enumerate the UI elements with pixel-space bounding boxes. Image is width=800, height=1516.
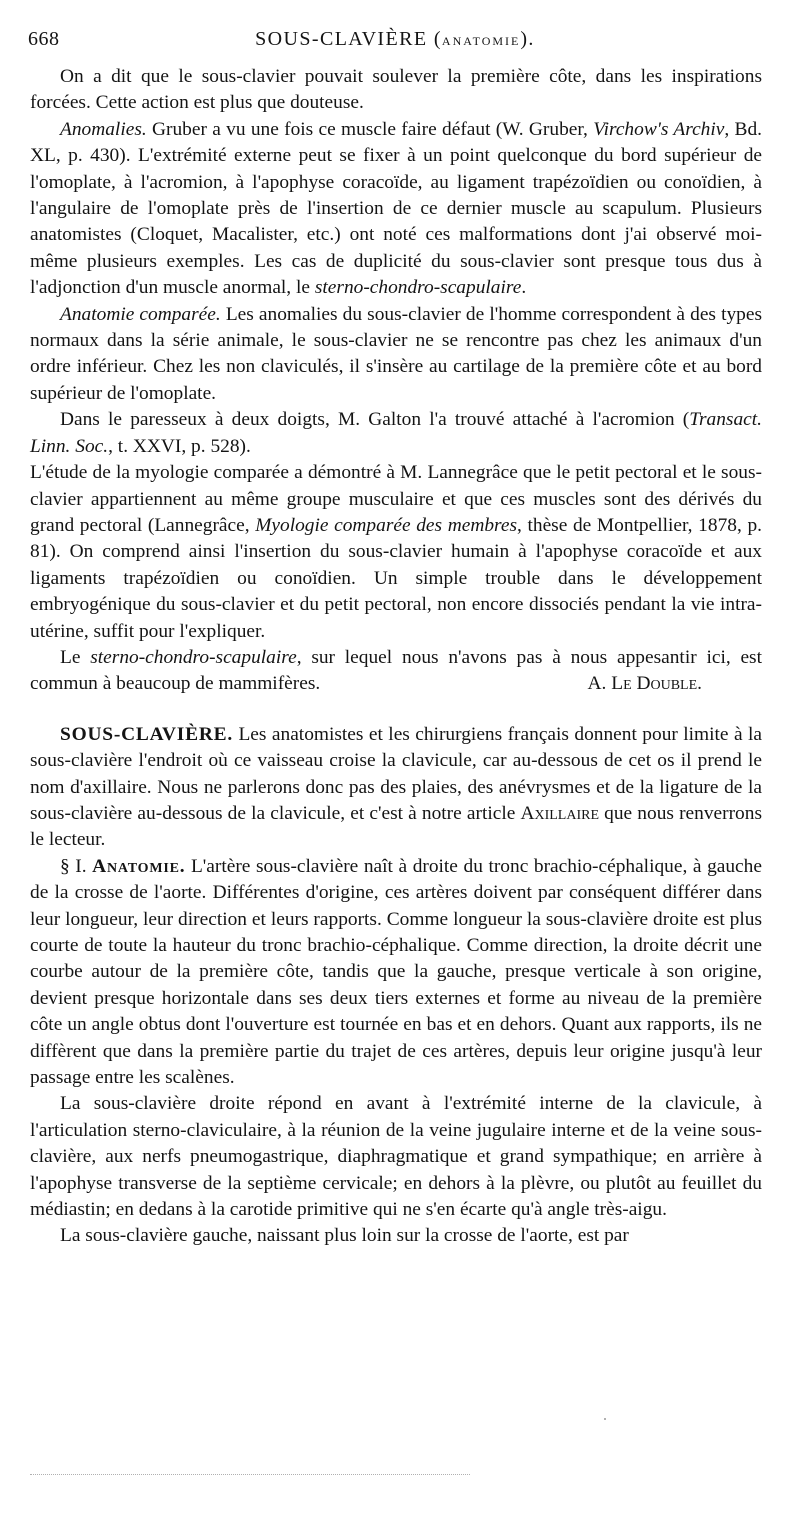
muscle-paragraph-sloth: Dans le paresseux à deux doigts, M. Galton l'a trouvé attaché à l'acromion (Transact. Linn. Soc., t. XXVI, p. 528). (30, 409, 762, 457)
print-speck (604, 1418, 606, 1420)
running-title-close: ). (520, 28, 535, 50)
article-title: SOUS-CLAVIÈRE. (60, 723, 234, 745)
muscle-paragraph-myology: L'étude de la myologie comparée a démontré à M. Lannegrâce que le petit pectoral et le sous-clavier appartiennent au même groupe musculaire et que ces muscles sont des dérivés du grand pectoral (Lannegrâce, Myologie comparée des membres, thèse de Montpellier, 1878, p. 81). On comprend ainsi l'insertion du sous-clavier humain à l'apophyse coracoïde et aux ligaments trapézoïdien ou conoïdien. Un simple trouble dans le développement embryogénique du sous-clavier et du petit pectoral, non encore dissociés pendant la vie intra-utérine, suffit pour l'expliquer. (30, 462, 762, 642)
artery-anatomy-paragraph: § I. Anatomie. L'artère sous-clavière naît à droite du tronc brachio-céphalique, à gauche de la crosse de l'aorte. Différentes d'origine, ces artères doivent par conséquent différer dans leur longueur, leur direction et leurs rapports. Comme longueur la sous-clavière droite est plus courte de toute la hauteur du tronc brachio-céphalique. Comme direction, la droite décrit une courbe autour de la première côte, tandis que la gauche, presque verticale à son origine, devient presque horizontale dans ses deux tiers externes et forme au niveau de la première côte un angle obtus dont l'ouverture est tournée en bas et en dehors. Quant aux rapports, ils ne diffèrent que dans la première partie du trajet de ces artères, depuis leur origine jusqu'à leur passage entre les scalènes. (30, 855, 762, 1089)
section-title: Anatomie. (92, 855, 186, 877)
artery-intro-paragraph: SOUS-CLAVIÈRE. Les anatomistes et les chirurgiens français donnent pour limite à la sous-clavière l'endroit où ce vaisseau croise la clavicule, car au-dessous de cet os il prend le nom d'axillaire. Nous ne parlerons donc pas des plaies, des anévrysmes et de la ligature de la sous-clavière au-dessous de la clavicule, et c'est à notre article Axillaire que nous renverrons le lecteur. (30, 723, 762, 851)
anomalies-label: Anomalies. (60, 118, 147, 140)
reference-virchow: Virchow's Archiv (593, 118, 725, 140)
artery-right-paragraph: La sous-clavière droite répond en avant à l'extrémité interne de la clavicule, à l'articulation sterno-claviculaire, à la réunion de la veine jugulaire interne et de la veine sous-clavière, aux nerfs pneumogastrique, diaphragmatique et grand sympathique; en arrière à l'apophyse transverse de la septième cervicale; en dehors à la plèvre, ou plutôt au feuillet du médiastin; en dedans à la carotide primitive qui ne s'en écarte qu'à angle très-aigu. (30, 1093, 762, 1221)
muscle-paragraph-anomalies: Anomalies. Gruber a vu une fois ce muscle faire défaut (W. Gruber, Virchow's Archiv, Bd. XL, p. 430). L'extrémité externe peut se fixer à un point quelconque du bord supérieur de l'omoplate, à l'acromion, à l'apophyse coracoïde, au ligament trapézoïdien ou conoïdien, à l'angulaire de l'omoplate près de l'insertion de ce dernier muscle au scapulum. Plusieurs anatomistes (Cloquet, Macalister, etc.) ont noté ces malformations dont j'ai observé moi-même plusieurs exemples. Les cas de duplicité du sous-clavier sont presque tous dus à l'adjonction d'un muscle anormal, le sterno-chondro-scapulaire. (30, 118, 762, 299)
section-marker: § I. (60, 855, 87, 877)
term-sterno-chondro-scapulaire-2: sterno-chondro-scapulaire (90, 646, 297, 668)
article-body (30, 64, 762, 1250)
scan-artifact-line (30, 1474, 470, 1475)
muscle-paragraph-closing: Le sterno-chondro-scapulaire, sur lequel nous n'avons pas à nous appesantir ici, est commun à beaucoup de mammifères. A. Le Double. (30, 645, 762, 698)
muscle-paragraph-action: On a dit que le sous-clavier pouvait soulever la première côte, dans les inspirations forcées. Cette action est plus que douteuse. (30, 66, 762, 114)
running-title-main: SOUS-CLAVIÈRE ( (255, 28, 442, 50)
author-signature: A. Le Double. (587, 673, 702, 695)
muscle-paragraph-comparative: Anatomie comparée. Les anomalies du sous-clavier de l'homme correspondent à des types normaux dans la série animale, le sous-clavier ne se rencontre pas chez les animaux d'un ordre inférieur. Chez les non claviculés, il s'insère au cartilage de la première côte et au bord supérieur de l'omoplate. (30, 303, 763, 404)
running-title-small: ANATOMIE (441, 34, 521, 48)
reference-transact-linn: Transact. Linn. Soc. (30, 409, 762, 457)
running-title (28, 28, 762, 51)
section-gap (30, 698, 762, 722)
page-number: 668 (28, 28, 60, 50)
reference-myologie: Myologie comparée des membres (255, 514, 517, 536)
artery-left-paragraph: La sous-clavière gauche, naissant plus loin sur la crosse de l'aorte, est par (60, 1225, 629, 1247)
term-sterno-chondro-scapulaire: sterno-chondro-scapulaire (314, 277, 522, 299)
page-header (28, 28, 762, 58)
comparative-anatomy-label: Anatomie comparée. (60, 303, 221, 325)
cross-reference-axillaire: Axillaire (520, 802, 600, 824)
